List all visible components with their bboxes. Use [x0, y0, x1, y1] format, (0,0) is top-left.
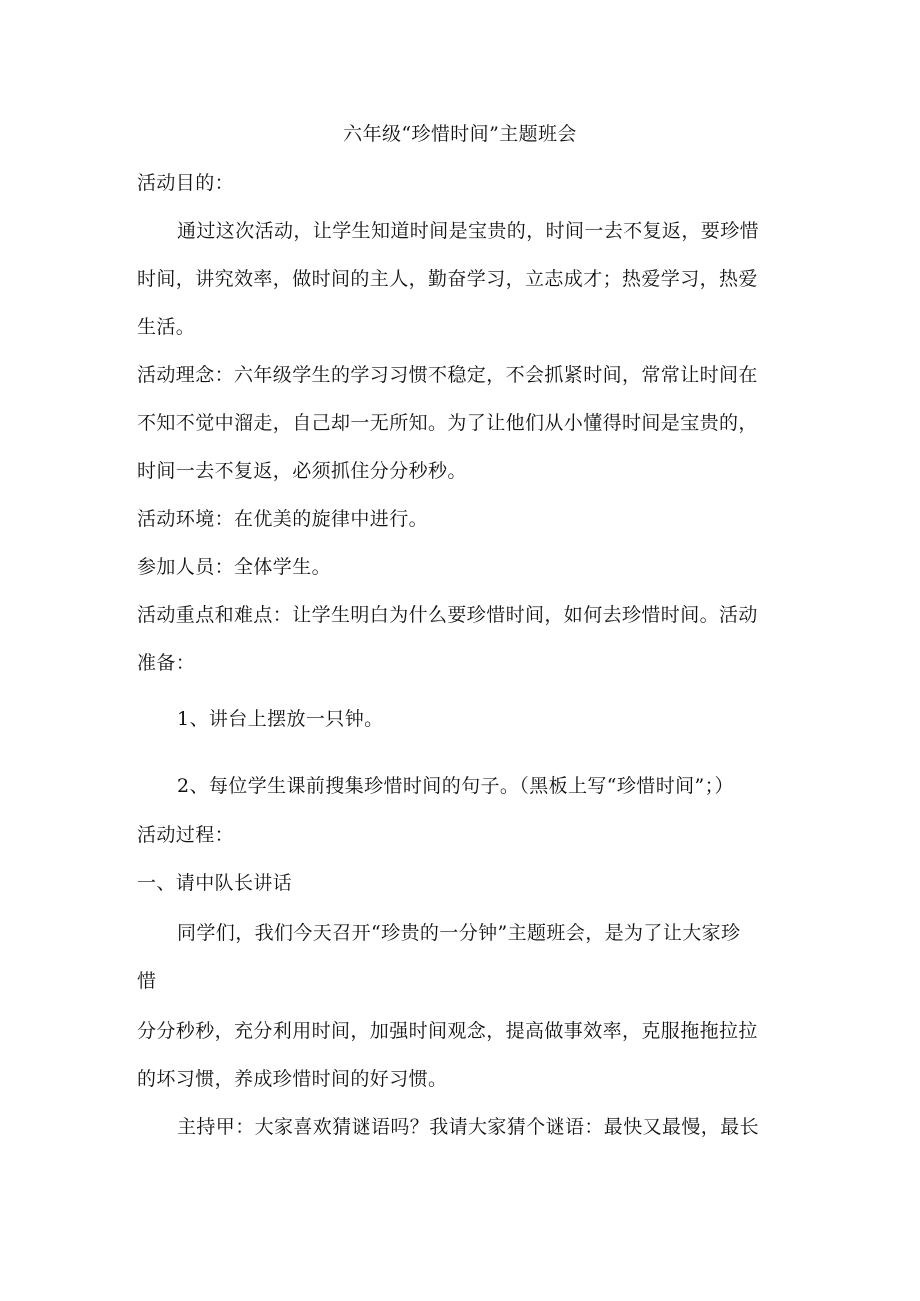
paragraph-line: 惜 [137, 970, 157, 992]
paragraph-line: 参加人员：全体学生。 [137, 556, 332, 578]
heading-activity-process: 活动过程： [137, 824, 235, 846]
document-title: 六年级“珍惜时间”主题班会 [343, 123, 577, 145]
paragraph-line: 活动重点和难点：让学生明白为什么要珍惜时间，如何去珍惜时间。活动 [137, 604, 758, 626]
paragraph-line: 的坏习惯，养成珍惜时间的好习惯。 [137, 1068, 448, 1090]
paragraph-line: 时间，讲究效率，做时间的主人，勤奋学习，立志成才；热爱学习，热爱 [137, 268, 758, 290]
list-item: 1、讲台上摆放一只钟。 [177, 708, 384, 730]
list-item: 2、每位学生课前搜集珍惜时间的句子。（黑板上写“珍惜时间”；） [177, 775, 734, 797]
paragraph-line: 活动理念：六年级学生的学习习惯不稳定，不会抓紧时间，常常让时间在 [137, 364, 758, 386]
paragraph-line: 通过这次活动，让学生知道时间是宝贵的，时间一去不复返，要珍惜 [177, 220, 760, 242]
paragraph-line: 活动环境：在优美的旋律中进行。 [137, 508, 429, 530]
paragraph-line: 分分秒秒，充分利用时间，加强时间观念，提高做事效率，克服拖拖拉拉 [137, 1020, 758, 1042]
paragraph-line: 主持甲：大家喜欢猜谜语吗？我请大家猜个谜语：最快又最慢，最长 [177, 1116, 760, 1138]
heading-activity-goal: 活动目的： [137, 172, 235, 194]
paragraph-line: 时间一去不复返，必须抓住分分秒秒。 [137, 460, 467, 482]
paragraph-line: 准备： [137, 652, 196, 674]
section-heading: 一、请中队长讲话 [137, 872, 293, 894]
paragraph-line: 生活。 [137, 316, 196, 338]
paragraph-line: 不知不觉中溜走，自己却一无所知。为了让他们从小懂得时间是宝贵的， [137, 412, 758, 434]
paragraph-line: 同学们，我们今天召开“珍贵的一分钟”主题班会，是为了让大家珍 [177, 922, 741, 944]
